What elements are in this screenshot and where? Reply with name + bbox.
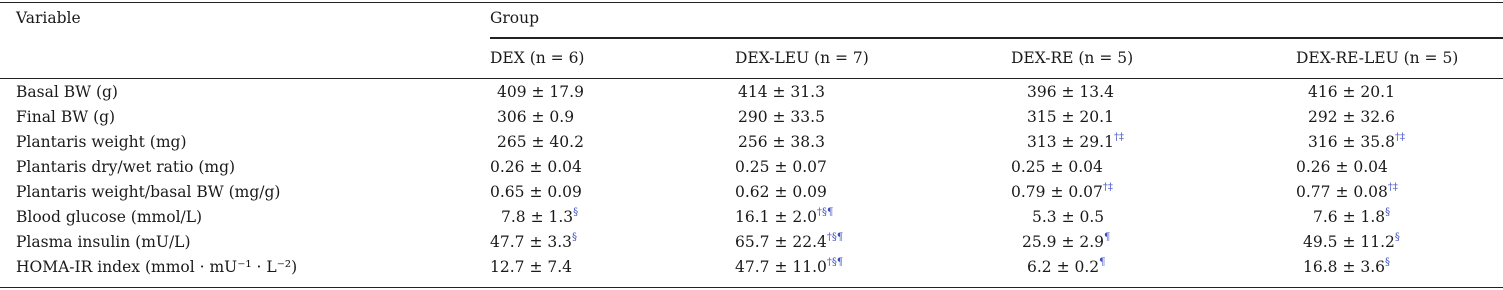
cell-value	[1308, 82, 1395, 102]
significance-mark: †§¶	[817, 206, 834, 218]
cell-value	[497, 107, 574, 127]
value-text: 256 ± 38.3	[738, 133, 825, 151]
value-text: 65.7 ± 22.4	[735, 233, 827, 251]
value-text: 316 ± 35.8	[1308, 133, 1395, 151]
significance-mark: †‡	[1102, 181, 1113, 193]
significance-mark: §	[572, 231, 578, 243]
cell-value	[1027, 82, 1114, 102]
significance-mark: †§¶	[826, 256, 844, 268]
cell-value	[1296, 157, 1388, 177]
cell-value	[497, 82, 584, 102]
column-header-dex: DEX (n = 6)	[490, 49, 585, 67]
cell-value	[490, 232, 577, 252]
value-text: 290 ± 33.5	[738, 108, 825, 126]
value-text: 5.3 ± 0.5	[1032, 208, 1105, 226]
value-text: 409 ± 17.9	[497, 83, 584, 101]
cell-value	[1027, 257, 1106, 277]
cell-value	[1027, 107, 1114, 127]
column-header-dex-leu: DEX-LEU (n = 7)	[735, 49, 869, 67]
value-text: 292 ± 32.6	[1308, 108, 1395, 126]
value-text: 0.25 ± 0.07	[735, 158, 827, 176]
value-text: 315 ± 20.1	[1027, 108, 1114, 126]
value-text: 47.7 ± 3.3	[490, 233, 573, 251]
value-text: 416 ± 20.1	[1308, 83, 1395, 101]
significance-mark: §	[1385, 256, 1391, 268]
value-text: 25.9 ± 2.9	[1022, 233, 1105, 251]
row-label: Plasma insulin (mU/L)	[16, 233, 191, 251]
significance-mark: ¶	[1099, 256, 1106, 268]
cell-value	[738, 82, 825, 102]
cell-value	[735, 232, 843, 252]
cell-value	[738, 132, 825, 152]
header-variable: Variable	[16, 9, 81, 27]
row-label: Final BW (g)	[16, 108, 116, 126]
cell-value	[1313, 207, 1390, 227]
value-text: 7.8 ± 1.3	[501, 208, 574, 226]
cell-value	[738, 107, 825, 127]
cell-value	[735, 257, 843, 277]
column-header-dex-re-leu: DEX-RE-LEU (n = 5)	[1296, 49, 1459, 67]
value-text: 16.1 ± 2.0	[735, 208, 818, 226]
cell-value	[1011, 182, 1113, 202]
value-text: 396 ± 13.4	[1027, 83, 1114, 101]
significance-mark: †‡	[1113, 131, 1124, 143]
value-text: 0.26 ± 0.04	[490, 158, 582, 176]
cell-value	[1022, 232, 1110, 252]
bottom-rule	[0, 287, 1503, 288]
value-text: 0.26 ± 0.04	[1296, 158, 1388, 176]
cell-value	[490, 257, 572, 277]
significance-mark: §	[573, 206, 579, 218]
row-label: HOMA-IR index (mmol · mU⁻¹ · L⁻²)	[16, 258, 298, 276]
significance-mark: §	[1394, 231, 1400, 243]
value-text: 12.7 ± 7.4	[490, 258, 573, 276]
value-text: 265 ± 40.2	[497, 133, 584, 151]
column-header-dex-re: DEX-RE (n = 5)	[1011, 49, 1134, 67]
cell-value	[1296, 182, 1398, 202]
cell-value	[1303, 257, 1390, 277]
cell-value	[735, 157, 827, 177]
value-text: 47.7 ± 11.0	[735, 258, 827, 276]
value-text: 313 ± 29.1	[1027, 133, 1114, 151]
significance-mark: †‡	[1394, 131, 1405, 143]
value-text: 7.6 ± 1.8	[1313, 208, 1386, 226]
value-text: 49.5 ± 11.2	[1303, 233, 1395, 251]
significance-mark: ¶	[1104, 231, 1111, 243]
value-text: 306 ± 0.9	[497, 108, 575, 126]
row-label: Plantaris weight/basal BW (mg/g)	[16, 183, 281, 201]
significance-mark: §	[1385, 206, 1391, 218]
header-group: Group	[490, 9, 540, 27]
cell-value	[1011, 157, 1103, 177]
value-text: 6.2 ± 0.2	[1027, 258, 1100, 276]
value-text: 16.8 ± 3.6	[1303, 258, 1386, 276]
cell-value	[1308, 132, 1405, 152]
significance-mark: †‡	[1387, 181, 1398, 193]
cell-value	[501, 207, 578, 227]
cell-value	[1032, 207, 1104, 227]
cell-value	[1027, 132, 1124, 152]
top-rule	[0, 2, 1503, 3]
row-label: Plantaris dry/wet ratio (mg)	[16, 158, 236, 176]
significance-mark: †§¶	[826, 231, 844, 243]
cell-value	[735, 207, 833, 227]
cell-value	[1303, 232, 1400, 252]
row-label: Basal BW (g)	[16, 83, 118, 101]
value-text: 0.62 ± 0.09	[735, 183, 827, 201]
value-text: 0.25 ± 0.04	[1011, 158, 1103, 176]
row-label: Plantaris weight (mg)	[16, 133, 187, 151]
value-text: 0.79 ± 0.07	[1011, 183, 1103, 201]
cell-value	[490, 182, 582, 202]
row-label: Blood glucose (mmol/L)	[16, 208, 203, 226]
value-text: 0.77 ± 0.08	[1296, 183, 1388, 201]
cell-value	[497, 132, 584, 152]
cell-value	[490, 157, 582, 177]
group-rule	[490, 37, 1503, 39]
value-text: 414 ± 31.3	[738, 83, 825, 101]
header-rule	[0, 78, 1503, 79]
cell-value	[735, 182, 827, 202]
cell-value	[1308, 107, 1395, 127]
value-text: 0.65 ± 0.09	[490, 183, 582, 201]
